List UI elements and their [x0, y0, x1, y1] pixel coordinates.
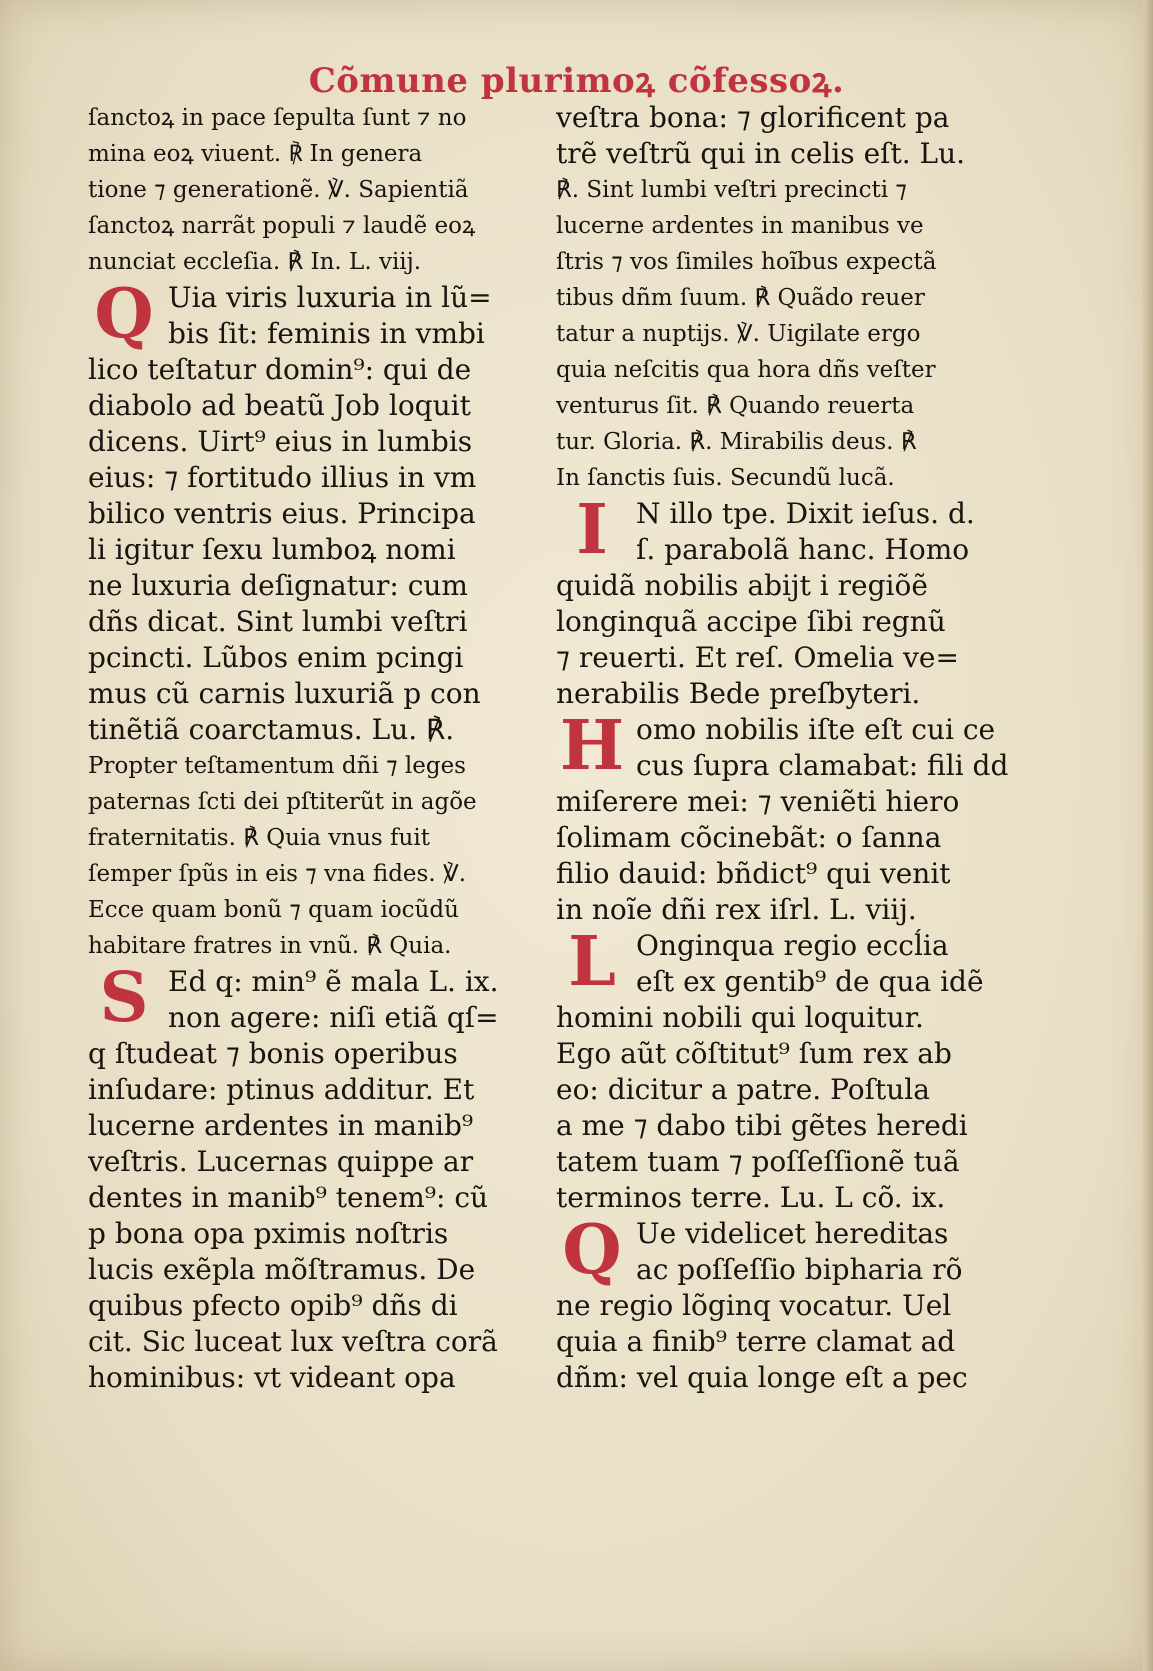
text-line — [88, 784, 536, 820]
text-line-content: diabolo ad beatũ Job loquit — [88, 389, 471, 422]
running-head: Cõmune plurimoꝝ cõfessoꝝ. — [308, 61, 845, 101]
text-line-content: Ue videlicet hereditas — [636, 1217, 949, 1250]
text-line — [556, 1072, 1012, 1108]
text-line — [556, 964, 1012, 1000]
text-line-content: veſtra bona: ⁊ glorificent pa — [556, 101, 950, 134]
text-line-content: eius: ⁊ fortitudo illius in vm — [88, 461, 477, 494]
text-line-content: tione ⁊ generationẽ. ℣. Sapientiã — [88, 177, 469, 203]
red-initial: I — [576, 490, 608, 570]
text-line-content: ſemper ſpũs in eis ⁊ vna fides. ℣. — [88, 861, 467, 887]
text-line — [88, 1360, 536, 1396]
text-line — [88, 1144, 536, 1180]
text-line-content: a me ⁊ dabo tibi gẽtes heredi — [556, 1109, 968, 1142]
text-line-content: hominibus: vt videant opa — [88, 1361, 456, 1394]
text-line — [88, 568, 536, 604]
text-line — [556, 460, 1012, 496]
text-line — [556, 640, 1012, 676]
text-line — [88, 136, 536, 172]
text-line — [88, 100, 536, 136]
text-line — [556, 1360, 1012, 1396]
text-line — [88, 172, 536, 208]
text-line-content: filio dauid: bñdict⁹ qui venit — [556, 857, 951, 890]
text-line-content: mina eoꝝ viuent. ℟ In genera — [88, 141, 423, 167]
text-line — [556, 1036, 1012, 1072]
text-line-content: bis ſit: feminis in vmbi — [168, 317, 485, 350]
text-line — [88, 208, 536, 244]
text-line-content: ſ. parabolã hanc. Homo — [636, 533, 970, 566]
text-line-content: q ſtudeat ⁊ bonis operibus — [88, 1037, 458, 1070]
text-line — [556, 208, 1012, 244]
text-line — [88, 640, 536, 676]
text-line — [556, 676, 1012, 712]
text-line — [556, 172, 1012, 208]
text-line-content: bilico ventris eius. Principa — [88, 497, 476, 530]
text-line — [556, 784, 1012, 820]
text-line-content: ſolimam cõcinebãt: o ſanna — [556, 821, 942, 854]
text-line — [556, 892, 1012, 928]
text-line-content: lucerne ardentes in manib⁹ — [88, 1109, 474, 1142]
text-line — [556, 1252, 1012, 1288]
text-line-content: habitare fratres in vnũ. ℟ Quia. — [88, 933, 452, 959]
text-line-content: tinẽtiã coarctamus. Lu. ℟. — [88, 713, 455, 746]
text-line — [88, 892, 536, 928]
text-line-content: ſanctoꝝ in pace ſepulta ſunt ⁊ no — [88, 105, 467, 131]
text-line — [556, 1324, 1012, 1360]
text-line-content: ſtris ⁊ vos ſimiles hoĩbus expectã — [556, 249, 937, 275]
text-line-content: nunciat eccleſia. ℟ In. L. viij. — [88, 249, 422, 275]
text-line — [88, 352, 536, 388]
text-line — [556, 100, 1012, 136]
text-line — [88, 244, 536, 280]
text-line-content: fraternitatis. ℟ Quia vnus fuit — [88, 825, 430, 851]
text-line — [556, 352, 1012, 388]
text-line-content: li igitur ſexu lumboꝝ nomi — [88, 533, 456, 566]
red-initial: Q — [94, 274, 154, 354]
text-line — [88, 1072, 536, 1108]
text-line-content: ℟. Sint lumbi veſtri precincti ⁊ — [556, 177, 907, 203]
text-line-content: trẽ veſtrũ qui in celis eſt. Lu. — [556, 137, 966, 170]
text-line-content: lucis exẽpla mõſtramus. De — [88, 1253, 476, 1286]
text-line-content: miſerere mei: ⁊ veniẽti hiero — [556, 785, 960, 818]
text-line — [88, 676, 536, 712]
text-line-content: tatem tuam ⁊ poſſeſſionẽ tuã — [556, 1145, 960, 1178]
text-line — [556, 1108, 1012, 1144]
text-line-content: In ſanctis ſuis. Secundũ lucã. — [556, 465, 895, 491]
text-line — [88, 316, 536, 352]
text-line — [556, 856, 1012, 892]
text-line-content: tatur a nuptijs. ℣. Uigilate ergo — [556, 321, 921, 347]
text-line-content: lico teſtatur domin⁹: qui de — [88, 353, 472, 386]
text-line-content: dñs dicat. Sint lumbi veſtri — [88, 605, 468, 638]
text-line-content: omo nobilis iſte eſt cui ce — [636, 713, 996, 746]
text-line-content: terminos terre. Lu. L cõ. ix. — [556, 1181, 946, 1214]
text-line — [556, 388, 1012, 424]
text-line — [88, 1324, 536, 1360]
page-edge — [1143, 0, 1153, 1671]
text-line — [556, 244, 1012, 280]
text-line — [88, 712, 536, 748]
text-line — [88, 388, 536, 424]
red-initial: Q — [562, 1210, 622, 1290]
text-line — [88, 1036, 536, 1072]
text-line — [556, 568, 1012, 604]
red-initial: L — [568, 922, 616, 1002]
text-line-content: ne regio lõginq vocatur. Uel — [556, 1289, 952, 1322]
text-line — [88, 424, 536, 460]
text-line-content: quia neſcitis qua hora dñs veſter — [556, 357, 936, 383]
text-line — [88, 460, 536, 496]
text-line-content: veſtris. Lucernas quippe ar — [88, 1145, 474, 1178]
text-line-content: tibus dñm ſuum. ℟ Quãdo reuer — [556, 285, 925, 311]
text-line-content: venturus ſit. ℟ Quando reuerta — [556, 393, 915, 419]
text-line — [88, 748, 536, 784]
text-line-content: lucerne ardentes in manibus ve — [556, 213, 924, 239]
text-line — [556, 424, 1012, 460]
text-line — [88, 1252, 536, 1288]
text-line — [556, 316, 1012, 352]
text-line-content: homini nobili qui loquitur. — [556, 1001, 924, 1034]
text-line-content: tur. Gloria. ℟. Mirabilis deus. ℟ — [556, 429, 917, 455]
text-line-content: eo: dicitur a patre. Poſtula — [556, 1073, 930, 1106]
text-line-content: dicens. Uirt⁹ eius in lumbis — [88, 425, 473, 458]
red-initial: S — [99, 958, 149, 1038]
text-line — [556, 280, 1012, 316]
text-line — [88, 820, 536, 856]
text-line — [88, 604, 536, 640]
text-line — [88, 928, 536, 964]
text-line — [556, 820, 1012, 856]
text-line — [88, 532, 536, 568]
text-line — [88, 1108, 536, 1144]
text-line-content: mus cũ carnis luxuriã p con — [88, 677, 481, 710]
text-line-content: p bona opa pximis noſtris — [88, 1217, 449, 1250]
text-line — [88, 1000, 536, 1036]
red-initial: H — [559, 706, 625, 786]
text-line-content: quidã nobilis abijt i regiõẽ — [556, 569, 928, 602]
left-column — [88, 100, 536, 1396]
text-line-content: Ecce quam bonũ ⁊ quam iocũdũ — [88, 897, 459, 923]
text-line-content: eſt ex gentib⁹ de qua idẽ — [636, 965, 984, 998]
text-line-content: quibus pfecto opib⁹ dñs di — [88, 1289, 458, 1322]
text-line — [556, 1144, 1012, 1180]
text-line-content: inſudare: ptinus additur. Et — [88, 1073, 475, 1106]
text-line — [556, 1288, 1012, 1324]
text-line-content: longinquã accipe ſibi regnũ — [556, 605, 946, 638]
right-column — [556, 100, 1012, 1396]
text-line — [88, 1216, 536, 1252]
text-line-content: non agere: niſi etiã qſ= — [168, 1001, 499, 1034]
text-line-content: dentes in manib⁹ tenem⁹: cũ — [88, 1181, 489, 1214]
text-line-content: ⁊ reuerti. Et reſ. Omelia ve= — [556, 641, 959, 674]
text-line — [556, 532, 1012, 568]
text-line — [556, 604, 1012, 640]
text-line — [88, 1288, 536, 1324]
text-line — [88, 856, 536, 892]
text-line-content: ſanctoꝝ narrãt populi ⁊ laudẽ eoꝝ — [88, 213, 476, 239]
text-line — [556, 748, 1012, 784]
text-line-content: paternas ſcti dei pſtiterũt in agõe — [88, 789, 477, 815]
text-line-content: Ed q: min⁹ ẽ mala L. ix. — [168, 965, 499, 998]
text-line — [88, 1180, 536, 1216]
text-line-content: in noĩe dñi rex iſrl. L. viij. — [556, 893, 917, 926]
text-line — [88, 496, 536, 532]
text-line-content: Ego aũt cõſtitut⁹ ſum rex ab — [556, 1037, 952, 1070]
text-line-content: cit. Sic luceat lux veſtra corã — [88, 1325, 498, 1358]
text-line-content: Uia viris luxuria in lũ= — [168, 281, 492, 314]
text-line-content: ac poſſeſſio bipharia rõ — [636, 1253, 963, 1286]
text-line-content: dñm: vel quia longe eſt a pec — [556, 1361, 968, 1394]
text-line-content: Onginqua regio eccĺia — [636, 929, 949, 962]
text-line-content: Propter teſtamentum dñi ⁊ leges — [88, 753, 466, 779]
text-line — [556, 136, 1012, 172]
text-line-content: ne luxuria deſignatur: cum — [88, 569, 468, 602]
text-line — [556, 1180, 1012, 1216]
text-line — [556, 1000, 1012, 1036]
text-line-content: N illo tpe. Dixit ieſus. d. — [636, 497, 975, 530]
text-line-content: quia a finib⁹ terre clamat ad — [556, 1325, 956, 1358]
text-line-content: nerabilis Bede preſbyteri. — [556, 677, 921, 710]
text-line-content: pcincti. Lũbos enim pcingi — [88, 641, 464, 674]
text-line-content: cus ſupra clamabat: fili dd — [636, 749, 1009, 782]
